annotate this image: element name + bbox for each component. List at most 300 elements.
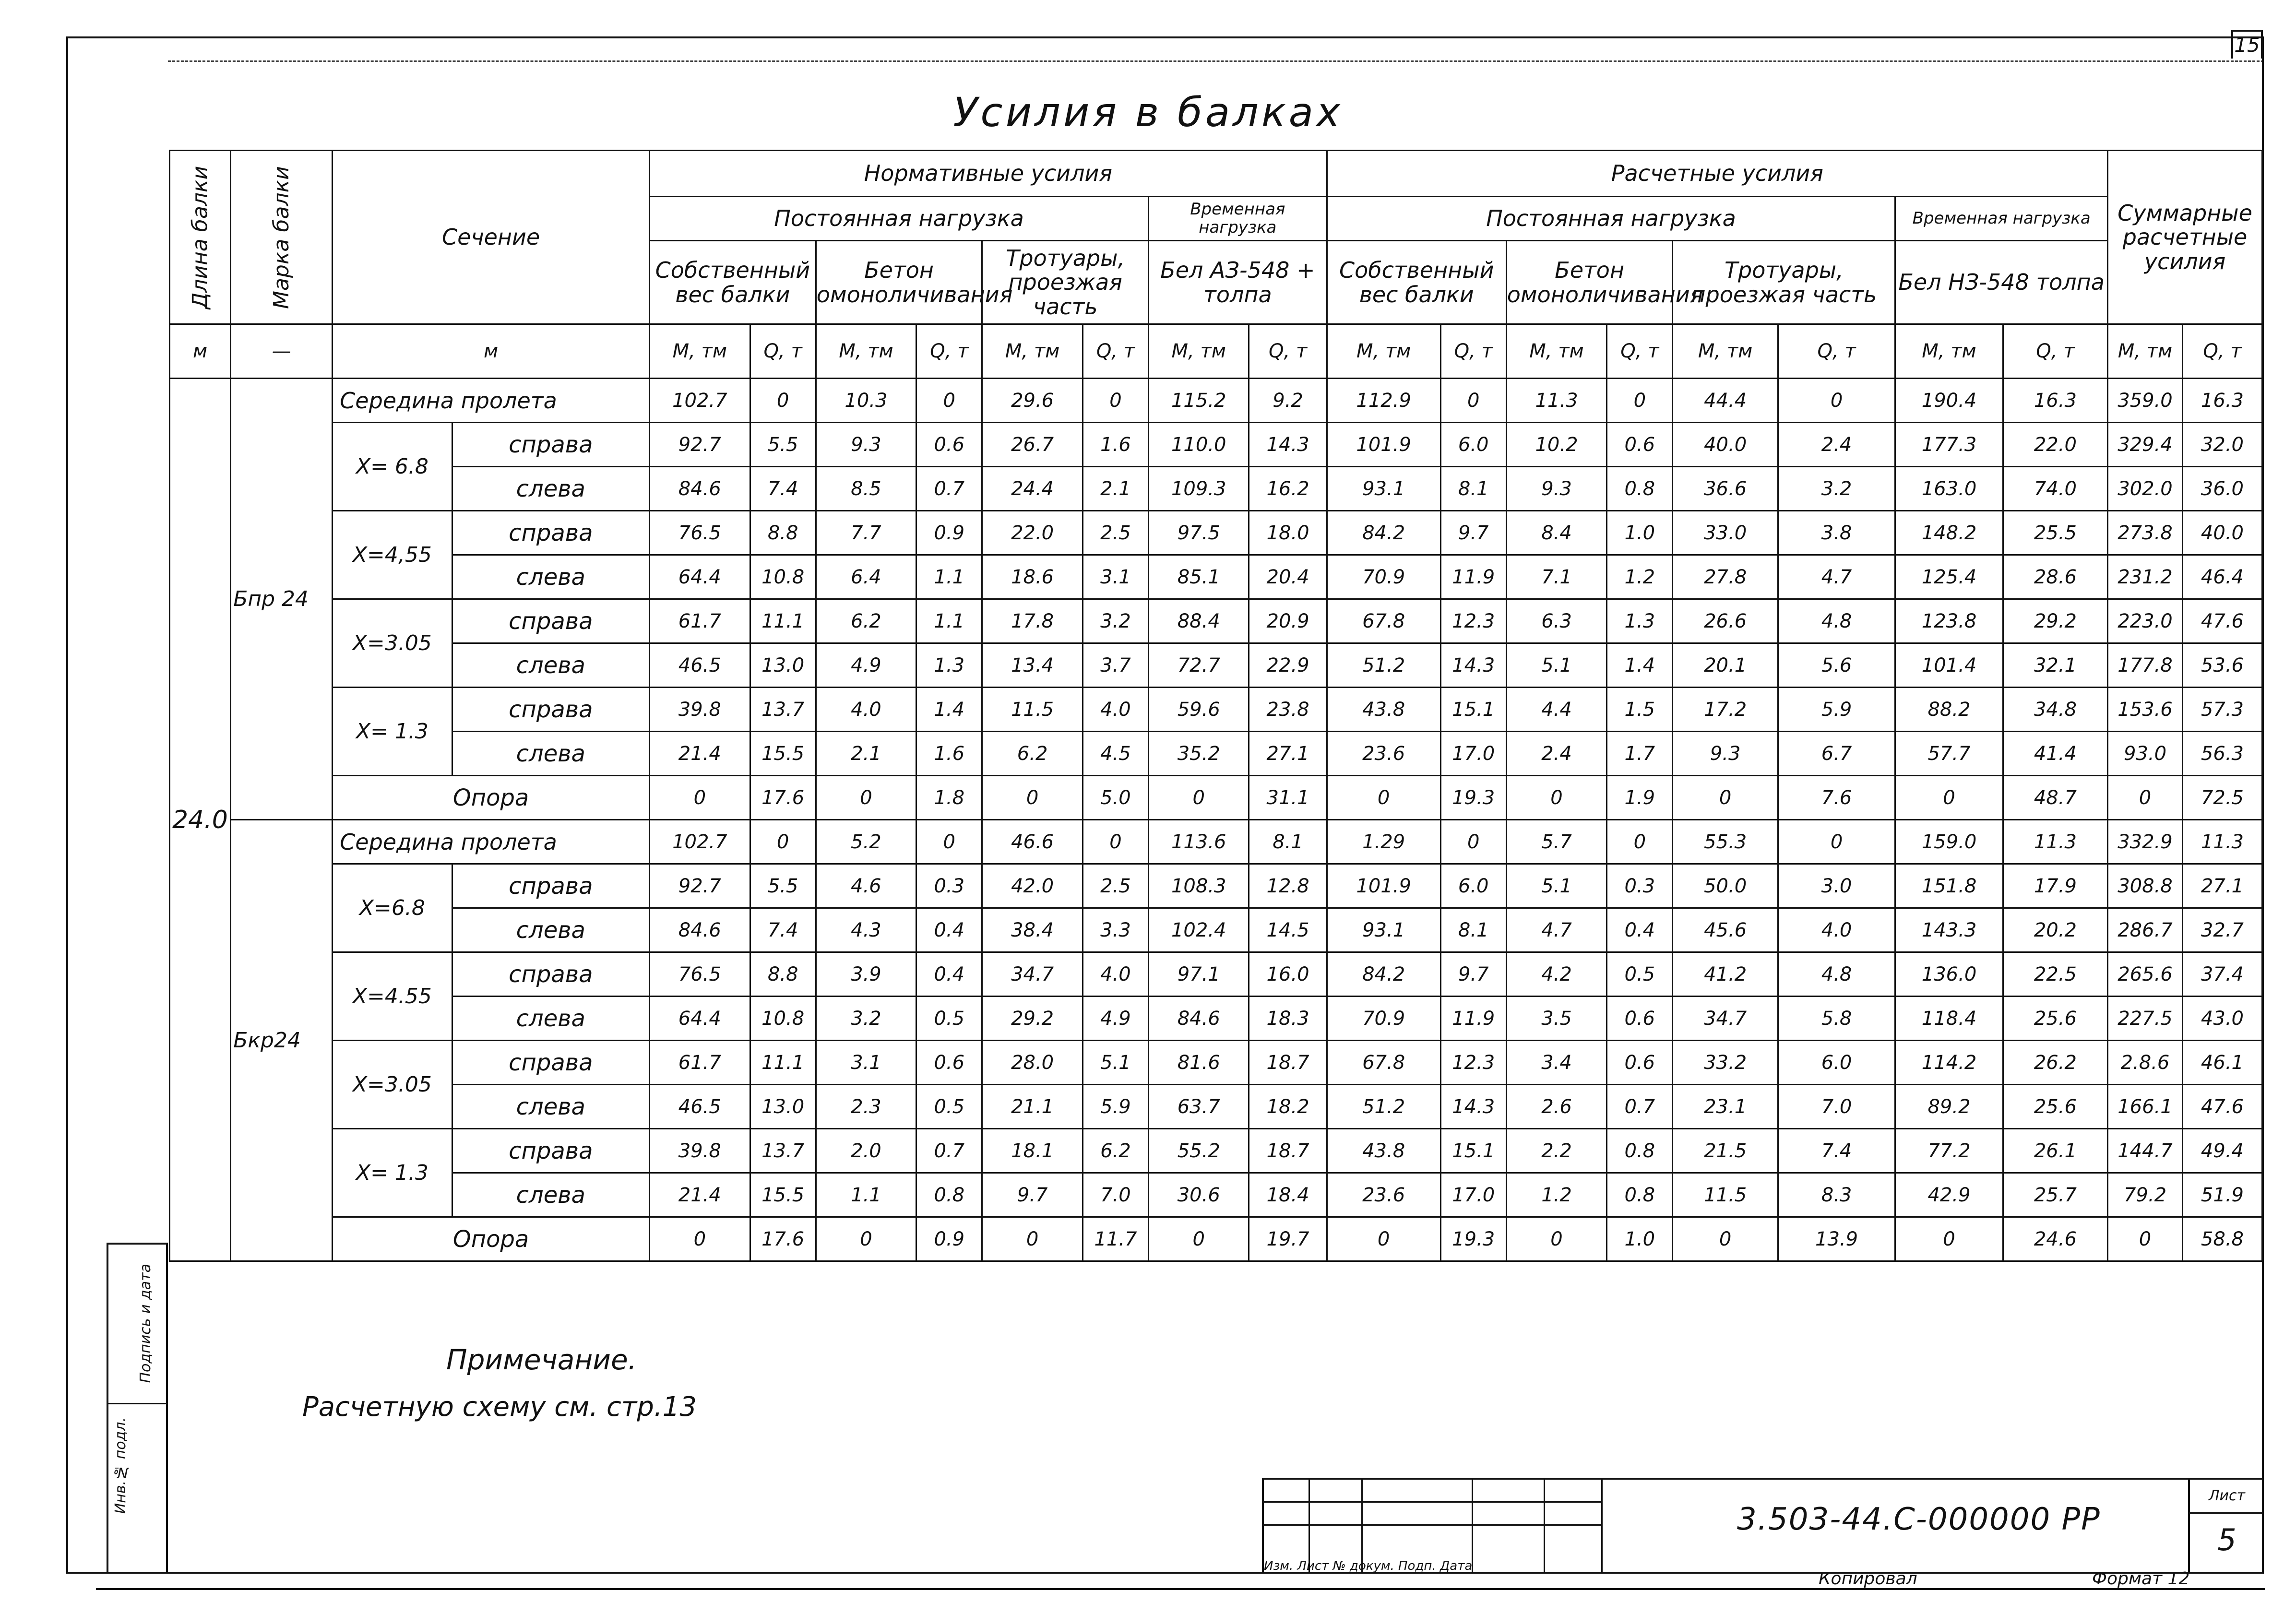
header-permanent-normative: Постоянная нагрузка xyxy=(650,197,1149,241)
cell-q: 20.4 xyxy=(1249,555,1327,599)
cell-q: 8.1 xyxy=(1440,908,1506,952)
cell-q: 1.0 xyxy=(1607,1217,1673,1261)
cell-q: 0.6 xyxy=(1607,423,1673,467)
header-total: Суммарные расчетные усилия xyxy=(2108,151,2262,324)
cell-q: 72.5 xyxy=(2182,776,2262,820)
cell-q: 7.4 xyxy=(1778,1129,1895,1173)
cell-m: 0 xyxy=(982,776,1083,820)
cell-q: 1.2 xyxy=(1607,555,1673,599)
cell-m: 29.6 xyxy=(982,379,1083,423)
cell-q: 3.3 xyxy=(1083,908,1148,952)
section-side: слева xyxy=(452,555,650,599)
cell-q: 2.5 xyxy=(1083,864,1148,908)
cell-m: 115.2 xyxy=(1149,379,1249,423)
cell-q: 4.5 xyxy=(1083,732,1148,776)
cell-q: 0.7 xyxy=(916,1129,982,1173)
cell-m: 0 xyxy=(650,1217,750,1261)
section-x: X= 1.3 xyxy=(333,688,452,776)
section-side: слева xyxy=(452,1085,650,1129)
cell-m: 4.0 xyxy=(816,688,916,732)
cell-q: 15.5 xyxy=(750,1173,816,1217)
cell-m: 39.8 xyxy=(650,1129,750,1173)
cell-m: 7.7 xyxy=(816,511,916,555)
cell-m: 21.4 xyxy=(650,732,750,776)
table-row xyxy=(170,555,2262,599)
cell-m: 102.4 xyxy=(1149,908,1249,952)
cell-m: 143.3 xyxy=(1895,908,2003,952)
cell-q: 1.8 xyxy=(916,776,982,820)
cell-m: 231.2 xyxy=(2108,555,2183,599)
section-label: Середина пролета xyxy=(333,820,650,864)
cell-m: 23.1 xyxy=(1673,1085,1778,1129)
cell-q: 3.2 xyxy=(1083,599,1148,643)
cell-q: 0.4 xyxy=(916,952,982,997)
cell-m: 5.1 xyxy=(1506,643,1606,688)
cell-q: 27.1 xyxy=(1249,732,1327,776)
cell-m: 0 xyxy=(1673,776,1778,820)
cell-m: 41.2 xyxy=(1673,952,1778,997)
cell-m: 2.2 xyxy=(1506,1129,1606,1173)
header-normative: Нормативные усилия xyxy=(650,151,1327,197)
cell-m: 163.0 xyxy=(1895,467,2003,511)
cell-m: 109.3 xyxy=(1149,467,1249,511)
cell-q: 2.1 xyxy=(1083,467,1148,511)
unit-m: М, тм xyxy=(1506,324,1606,379)
cell-m: 2.0 xyxy=(816,1129,916,1173)
cell-q: 10.8 xyxy=(750,997,816,1041)
cell-q: 40.0 xyxy=(2182,511,2262,555)
cell-q: 29.2 xyxy=(2003,599,2107,643)
cell-m: 50.0 xyxy=(1673,864,1778,908)
cell-m: 286.7 xyxy=(2108,908,2183,952)
section-x: X=6.8 xyxy=(333,864,452,952)
cell-q: 5.8 xyxy=(1778,997,1895,1041)
cell-q: 26.2 xyxy=(2003,1041,2107,1085)
table-row xyxy=(170,952,2262,997)
cell-m: 3.2 xyxy=(816,997,916,1041)
cell-m: 61.7 xyxy=(650,599,750,643)
cell-m: 144.7 xyxy=(2108,1129,2183,1173)
cell-m: 70.9 xyxy=(1327,555,1440,599)
cell-q: 19.3 xyxy=(1440,1217,1506,1261)
cell-q: 14.3 xyxy=(1249,423,1327,467)
cell-q: 0 xyxy=(750,379,816,423)
header-temporary-normative: Временная нагрузка xyxy=(1149,197,1327,241)
cell-m: 2.8.6 xyxy=(2108,1041,2183,1085)
cell-q: 10.8 xyxy=(750,555,816,599)
cell-m: 21.5 xyxy=(1673,1129,1778,1173)
side-stamp-divider xyxy=(108,1403,166,1404)
cell-q: 25.6 xyxy=(2003,997,2107,1041)
table-row xyxy=(170,423,2262,467)
cell-q: 1.1 xyxy=(916,555,982,599)
unit-q: Q, т xyxy=(750,324,816,379)
cell-q: 13.0 xyxy=(750,643,816,688)
section-side: справа xyxy=(452,952,650,997)
cell-m: 4.2 xyxy=(1506,952,1606,997)
cell-m: 72.7 xyxy=(1149,643,1249,688)
unit-m: М, тм xyxy=(1149,324,1249,379)
cell-q: 9.7 xyxy=(1440,511,1506,555)
beam-mark: Бпр 24 xyxy=(231,379,333,820)
cell-m: 0 xyxy=(1895,1217,2003,1261)
section-x: X= 1.3 xyxy=(333,1129,452,1217)
cell-m: 3.5 xyxy=(1506,997,1606,1041)
cell-q: 19.7 xyxy=(1249,1217,1327,1261)
section-side: слева xyxy=(452,997,650,1041)
cell-m: 51.2 xyxy=(1327,1085,1440,1129)
cell-q: 5.1 xyxy=(1083,1041,1148,1085)
table-row xyxy=(170,997,2262,1041)
cell-q: 6.0 xyxy=(1440,423,1506,467)
cell-q: 4.9 xyxy=(1083,997,1148,1041)
cell-q: 8.1 xyxy=(1440,467,1506,511)
cell-q: 13.7 xyxy=(750,1129,816,1173)
cell-q: 18.7 xyxy=(1249,1041,1327,1085)
cell-q: 3.0 xyxy=(1778,864,1895,908)
cell-q: 0 xyxy=(916,820,982,864)
cell-m: 18.1 xyxy=(982,1129,1083,1173)
cell-q: 6.0 xyxy=(1440,864,1506,908)
cell-m: 24.4 xyxy=(982,467,1083,511)
cell-m: 18.6 xyxy=(982,555,1083,599)
document-code: 3.503-44.С-000000 РР xyxy=(1737,1502,2101,1537)
cell-m: 1.29 xyxy=(1327,820,1440,864)
cell-m: 33.0 xyxy=(1673,511,1778,555)
cell-m: 34.7 xyxy=(982,952,1083,997)
cell-m: 21.4 xyxy=(650,1173,750,1217)
cell-q: 0.9 xyxy=(916,511,982,555)
table-row xyxy=(170,643,2262,688)
cell-q: 0 xyxy=(1440,820,1506,864)
cell-q: 22.5 xyxy=(2003,952,2107,997)
table-row xyxy=(170,1041,2262,1085)
cell-m: 359.0 xyxy=(2108,379,2183,423)
cell-q: 8.8 xyxy=(750,952,816,997)
cell-m: 110.0 xyxy=(1149,423,1249,467)
cell-q: 47.6 xyxy=(2182,599,2262,643)
cell-m: 3.4 xyxy=(1506,1041,1606,1085)
cell-m: 329.4 xyxy=(2108,423,2183,467)
cell-q: 4.0 xyxy=(1083,688,1148,732)
header-own-weight-design: Собственный вес балки xyxy=(1327,241,1506,324)
cell-q: 7.4 xyxy=(750,467,816,511)
cell-m: 10.2 xyxy=(1506,423,1606,467)
cell-m: 76.5 xyxy=(650,952,750,997)
cell-m: 93.1 xyxy=(1327,467,1440,511)
cell-m: 6.2 xyxy=(816,599,916,643)
cell-q: 11.9 xyxy=(1440,997,1506,1041)
header-section: Сечение xyxy=(333,151,650,324)
unit-mark: — xyxy=(231,324,333,379)
cell-q: 15.1 xyxy=(1440,688,1506,732)
cell-m: 8.4 xyxy=(1506,511,1606,555)
cell-q: 0.8 xyxy=(1607,467,1673,511)
cell-q: 11.9 xyxy=(1440,555,1506,599)
section-label: Середина пролета xyxy=(333,379,650,423)
cell-m: 28.0 xyxy=(982,1041,1083,1085)
cell-m: 273.8 xyxy=(2108,511,2183,555)
cell-q: 4.8 xyxy=(1778,952,1895,997)
header-design: Расчетные усилия xyxy=(1327,151,2107,197)
unit-m: М, тм xyxy=(1895,324,2003,379)
cell-m: 97.1 xyxy=(1149,952,1249,997)
cell-q: 34.8 xyxy=(2003,688,2107,732)
cell-m: 45.6 xyxy=(1673,908,1778,952)
cell-m: 84.6 xyxy=(1149,997,1249,1041)
cell-m: 177.3 xyxy=(1895,423,2003,467)
cell-m: 43.8 xyxy=(1327,688,1440,732)
cell-m: 9.7 xyxy=(982,1173,1083,1217)
unit-q: Q, т xyxy=(1249,324,1327,379)
section-side: справа xyxy=(452,1041,650,1085)
table-row xyxy=(170,688,2262,732)
cell-m: 46.6 xyxy=(982,820,1083,864)
cell-q: 28.6 xyxy=(2003,555,2107,599)
cell-m: 101.9 xyxy=(1327,864,1440,908)
cell-q: 14.3 xyxy=(1440,1085,1506,1129)
bottom-line xyxy=(96,1588,2265,1590)
cell-q: 7.4 xyxy=(750,908,816,952)
cell-m: 153.6 xyxy=(2108,688,2183,732)
cell-m: 4.9 xyxy=(816,643,916,688)
cell-q: 1.3 xyxy=(1607,599,1673,643)
cell-q: 3.8 xyxy=(1778,511,1895,555)
cell-q: 53.6 xyxy=(2182,643,2262,688)
cell-q: 0.9 xyxy=(916,1217,982,1261)
cell-q: 8.1 xyxy=(1249,820,1327,864)
cell-m: 0 xyxy=(2108,776,2183,820)
cell-m: 35.2 xyxy=(1149,732,1249,776)
cell-q: 5.5 xyxy=(750,864,816,908)
header-mark: Марка балки xyxy=(231,151,333,324)
cell-q: 0 xyxy=(750,820,816,864)
section-side: справа xyxy=(452,864,650,908)
cell-q: 24.6 xyxy=(2003,1217,2107,1261)
cell-m: 0 xyxy=(1673,1217,1778,1261)
cell-m: 39.8 xyxy=(650,688,750,732)
cell-m: 92.7 xyxy=(650,864,750,908)
cell-q: 22.9 xyxy=(1249,643,1327,688)
cell-q: 46.4 xyxy=(2182,555,2262,599)
table-row xyxy=(170,467,2262,511)
cell-q: 20.9 xyxy=(1249,599,1327,643)
cell-q: 7.6 xyxy=(1778,776,1895,820)
cell-m: 113.6 xyxy=(1149,820,1249,864)
cell-m: 77.2 xyxy=(1895,1129,2003,1173)
section-x: X=3.05 xyxy=(333,599,452,688)
cell-q: 1.0 xyxy=(1607,511,1673,555)
cell-m: 159.0 xyxy=(1895,820,2003,864)
cell-q: 1.3 xyxy=(916,643,982,688)
unit-m: М, тм xyxy=(1673,324,1778,379)
cell-q: 16.0 xyxy=(1249,952,1327,997)
cell-m: 42.0 xyxy=(982,864,1083,908)
cell-q: 48.7 xyxy=(2003,776,2107,820)
cell-m: 5.1 xyxy=(1506,864,1606,908)
cell-q: 9.2 xyxy=(1249,379,1327,423)
cell-q: 6.2 xyxy=(1083,1129,1148,1173)
cell-q: 2.5 xyxy=(1083,511,1148,555)
sheet-list-box xyxy=(2188,1480,2264,1572)
cell-m: 89.2 xyxy=(1895,1085,2003,1129)
cell-m: 88.4 xyxy=(1149,599,1249,643)
cell-q: 0.6 xyxy=(916,423,982,467)
cell-q: 18.2 xyxy=(1249,1085,1327,1129)
table-row xyxy=(170,1085,2262,1129)
cell-m: 88.2 xyxy=(1895,688,2003,732)
cell-m: 63.7 xyxy=(1149,1085,1249,1129)
unit-q: Q, т xyxy=(2003,324,2107,379)
cell-m: 79.2 xyxy=(2108,1173,2183,1217)
cell-q: 1.4 xyxy=(1607,643,1673,688)
section-side: слева xyxy=(452,467,650,511)
copied-label: Копировал xyxy=(1819,1569,1917,1589)
cell-q: 16.3 xyxy=(2182,379,2262,423)
cell-q: 37.4 xyxy=(2182,952,2262,997)
cell-m: 4.4 xyxy=(1506,688,1606,732)
header-temp-design: Бел НЗ-548 толпа xyxy=(1895,241,2108,324)
cell-q: 13.0 xyxy=(750,1085,816,1129)
cell-q: 0.3 xyxy=(916,864,982,908)
cell-m: 67.8 xyxy=(1327,599,1440,643)
cell-q: 0 xyxy=(916,379,982,423)
cell-m: 76.5 xyxy=(650,511,750,555)
cell-q: 1.5 xyxy=(1607,688,1673,732)
cell-q: 0.3 xyxy=(1607,864,1673,908)
table-row xyxy=(170,908,2262,952)
cell-q: 32.1 xyxy=(2003,643,2107,688)
cell-m: 151.8 xyxy=(1895,864,2003,908)
cell-m: 46.5 xyxy=(650,643,750,688)
cell-q: 0 xyxy=(1778,820,1895,864)
cell-q: 4.8 xyxy=(1778,599,1895,643)
cell-q: 57.3 xyxy=(2182,688,2262,732)
header-sidewalk-norm: Тротуары, проезжая часть xyxy=(982,241,1149,324)
cell-m: 59.6 xyxy=(1149,688,1249,732)
cell-q: 0.8 xyxy=(1607,1129,1673,1173)
cell-q: 1.4 xyxy=(916,688,982,732)
cell-m: 21.1 xyxy=(982,1085,1083,1129)
cell-q: 11.1 xyxy=(750,599,816,643)
cell-m: 0 xyxy=(1149,776,1249,820)
cell-q: 0.6 xyxy=(1607,997,1673,1041)
cell-m: 2.3 xyxy=(816,1085,916,1129)
cell-q: 15.5 xyxy=(750,732,816,776)
unit-m: М, тм xyxy=(650,324,750,379)
cell-m: 85.1 xyxy=(1149,555,1249,599)
cell-q: 5.9 xyxy=(1778,688,1895,732)
cell-m: 0 xyxy=(1895,776,2003,820)
unit-m: М, тм xyxy=(982,324,1083,379)
cell-q: 4.0 xyxy=(1083,952,1148,997)
cell-q: 12.8 xyxy=(1249,864,1327,908)
cell-m: 13.4 xyxy=(982,643,1083,688)
cell-m: 6.2 xyxy=(982,732,1083,776)
cell-q: 18.0 xyxy=(1249,511,1327,555)
section-label: Опора xyxy=(333,1217,650,1261)
cell-q: 13.9 xyxy=(1778,1217,1895,1261)
cell-m: 10.3 xyxy=(816,379,916,423)
cell-q: 27.1 xyxy=(2182,864,2262,908)
unit-q: Q, т xyxy=(1778,324,1895,379)
cell-m: 9.3 xyxy=(1506,467,1606,511)
cell-q: 0.4 xyxy=(916,908,982,952)
cell-q: 20.2 xyxy=(2003,908,2107,952)
cell-q: 9.7 xyxy=(1440,952,1506,997)
cell-q: 0 xyxy=(1607,379,1673,423)
cell-m: 23.6 xyxy=(1327,1173,1440,1217)
unit-q: Q, т xyxy=(1440,324,1506,379)
cell-m: 36.6 xyxy=(1673,467,1778,511)
cell-m: 30.6 xyxy=(1149,1173,1249,1217)
cell-m: 8.5 xyxy=(816,467,916,511)
cell-m: 125.4 xyxy=(1895,555,2003,599)
cell-m: 265.6 xyxy=(2108,952,2183,997)
unit-m: М, тм xyxy=(1327,324,1440,379)
cell-m: 11.5 xyxy=(1673,1173,1778,1217)
cell-q: 26.1 xyxy=(2003,1129,2107,1173)
section-x: X= 6.8 xyxy=(333,423,452,511)
cell-m: 93.1 xyxy=(1327,908,1440,952)
cell-q: 18.7 xyxy=(1249,1129,1327,1173)
cell-m: 0 xyxy=(650,776,750,820)
cell-m: 101.9 xyxy=(1327,423,1440,467)
cell-m: 29.2 xyxy=(982,997,1083,1041)
cell-m: 84.6 xyxy=(650,908,750,952)
cell-q: 51.9 xyxy=(2182,1173,2262,1217)
header-temporary-design: Временная нагрузка xyxy=(1895,197,2108,241)
cell-m: 3.9 xyxy=(816,952,916,997)
cell-m: 166.1 xyxy=(2108,1085,2183,1129)
unit-section: м xyxy=(333,324,650,379)
section-side: справа xyxy=(452,688,650,732)
cell-m: 61.7 xyxy=(650,1041,750,1085)
cell-m: 55.3 xyxy=(1673,820,1778,864)
cell-m: 26.6 xyxy=(1673,599,1778,643)
cell-m: 0 xyxy=(816,776,916,820)
cell-m: 2.6 xyxy=(1506,1085,1606,1129)
cell-q: 17.0 xyxy=(1440,732,1506,776)
unit-q: Q, т xyxy=(1083,324,1148,379)
section-side: справа xyxy=(452,511,650,555)
cell-q: 4.7 xyxy=(1778,555,1895,599)
cell-m: 0 xyxy=(1149,1217,1249,1261)
cell-m: 46.5 xyxy=(650,1085,750,1129)
cell-m: 136.0 xyxy=(1895,952,2003,997)
side-stamp-inv: Инв.№ подл. xyxy=(112,1417,129,1514)
cell-m: 177.8 xyxy=(2108,643,2183,688)
cell-m: 84.2 xyxy=(1327,952,1440,997)
header-concrete-norm: Бетон омоноличивания xyxy=(816,241,982,324)
cell-q: 16.3 xyxy=(2003,379,2107,423)
cell-q: 3.7 xyxy=(1083,643,1148,688)
page-title: Усилия в балках xyxy=(953,89,1343,136)
cell-q: 14.3 xyxy=(1440,643,1506,688)
cell-m: 11.5 xyxy=(982,688,1083,732)
cell-q: 46.1 xyxy=(2182,1041,2262,1085)
cell-q: 15.1 xyxy=(1440,1129,1506,1173)
cell-q: 0 xyxy=(1083,820,1148,864)
cell-q: 8.3 xyxy=(1778,1173,1895,1217)
side-stamp-sign: Подпись и дата xyxy=(137,1264,154,1383)
cell-m: 81.6 xyxy=(1149,1041,1249,1085)
cell-m: 51.2 xyxy=(1327,643,1440,688)
cell-m: 17.2 xyxy=(1673,688,1778,732)
section-x: X=3.05 xyxy=(333,1041,452,1129)
cell-m: 1.1 xyxy=(816,1173,916,1217)
list-label: Лист xyxy=(2190,1480,2264,1514)
